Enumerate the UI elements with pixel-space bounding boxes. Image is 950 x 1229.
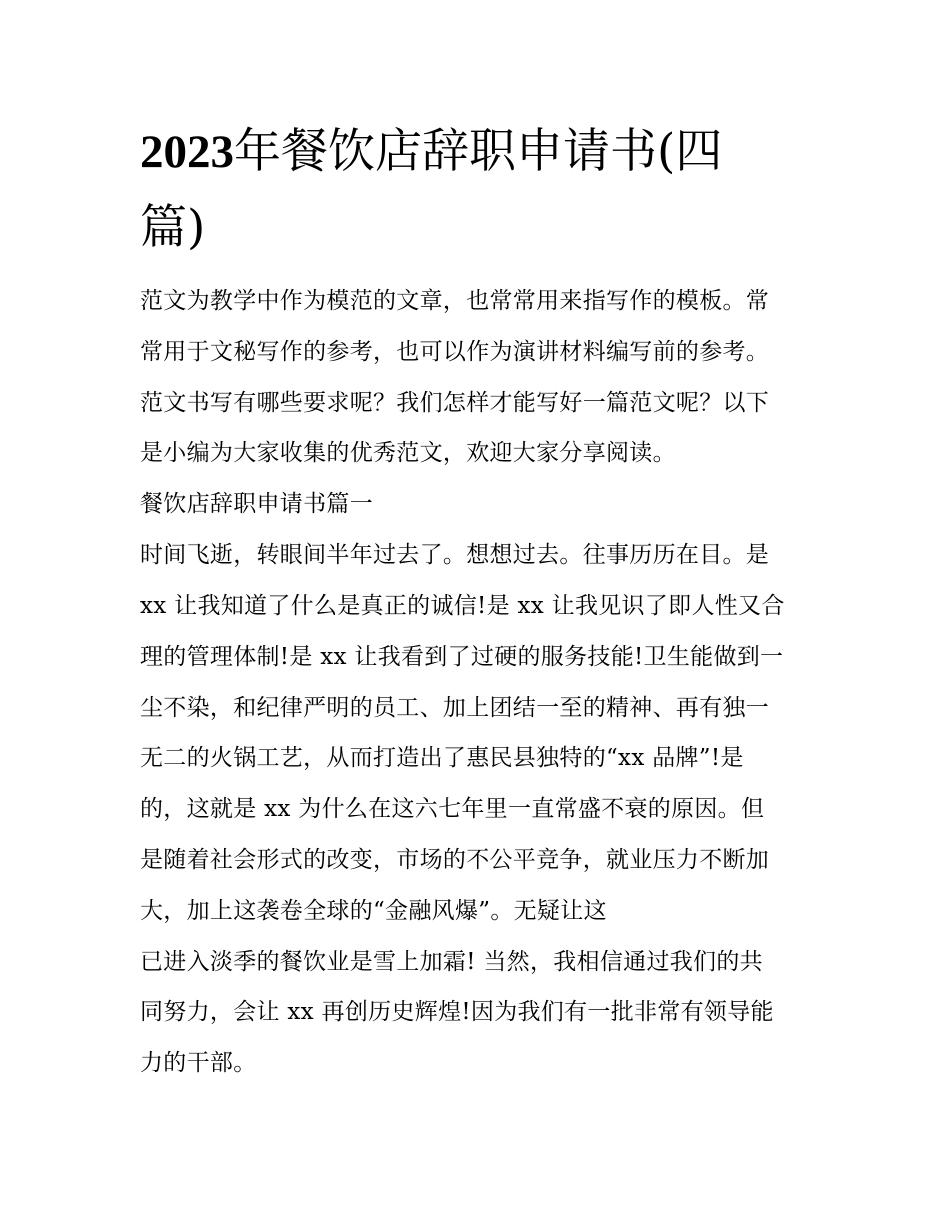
body-line-3: 理的管理体制!是 xx 让我看到了过硬的服务技能!卫生能做到一 bbox=[140, 644, 784, 670]
intro-line-4: 是小编为大家收集的优秀范文，欢迎大家分享阅读。 bbox=[140, 440, 676, 466]
title-line1-rest: 年餐饮店辞职申请书(四 bbox=[234, 124, 723, 179]
body-line-2: xx 让我知道了什么是真正的诚信!是 xx 让我见识了即人性又合 bbox=[140, 593, 785, 619]
body-line-9: 已进入淡季的餐饮业是雪上加霜! 当然，我相信通过我们的共 bbox=[140, 949, 763, 975]
section-heading: 餐饮店辞职申请书篇一 bbox=[140, 491, 373, 517]
body-line-6: 的，这就是 xx 为什么在这六七年里一直常盛不衰的原因。但 bbox=[140, 796, 765, 822]
intro-line-2: 常用于文秘写作的参考，也可以作为演讲材料编写前的参考。 bbox=[140, 339, 770, 365]
body-line-1: 时间飞逝，转眼间半年过去了。想想过去。往事历历在目。是 bbox=[140, 542, 770, 568]
document-title bbox=[140, 114, 820, 266]
body-line-5: 无二的火锅工艺，从而打造出了惠民县独特的“xx 品牌”!是 bbox=[140, 745, 744, 771]
body-line-4: 尘不染，和纪律严明的员工、加上团结一至的精神、再有独一 bbox=[140, 695, 770, 721]
intro-line-3: 范文书写有哪些要求呢？我们怎样才能写好一篇范文呢？以下 bbox=[140, 390, 770, 416]
intro-line-1: 范文为教学中作为模范的文章，也常常用来指写作的模板。常 bbox=[140, 288, 770, 314]
body-line-7: 是随着社会形式的改变，市场的不公平竞争，就业压力不断加 bbox=[140, 847, 770, 873]
title-line2: 篇) bbox=[140, 200, 206, 255]
body-line-10: 同努力，会让 xx 再创历史辉煌!因为我们有一批非常有领导能 bbox=[140, 999, 774, 1025]
body-line-11: 力的干部。 bbox=[140, 1050, 257, 1076]
body-line-8: 大，加上这袭卷全球的“金融风爆”。无疑让这 bbox=[140, 898, 607, 924]
title-year: 2023 bbox=[140, 126, 234, 178]
